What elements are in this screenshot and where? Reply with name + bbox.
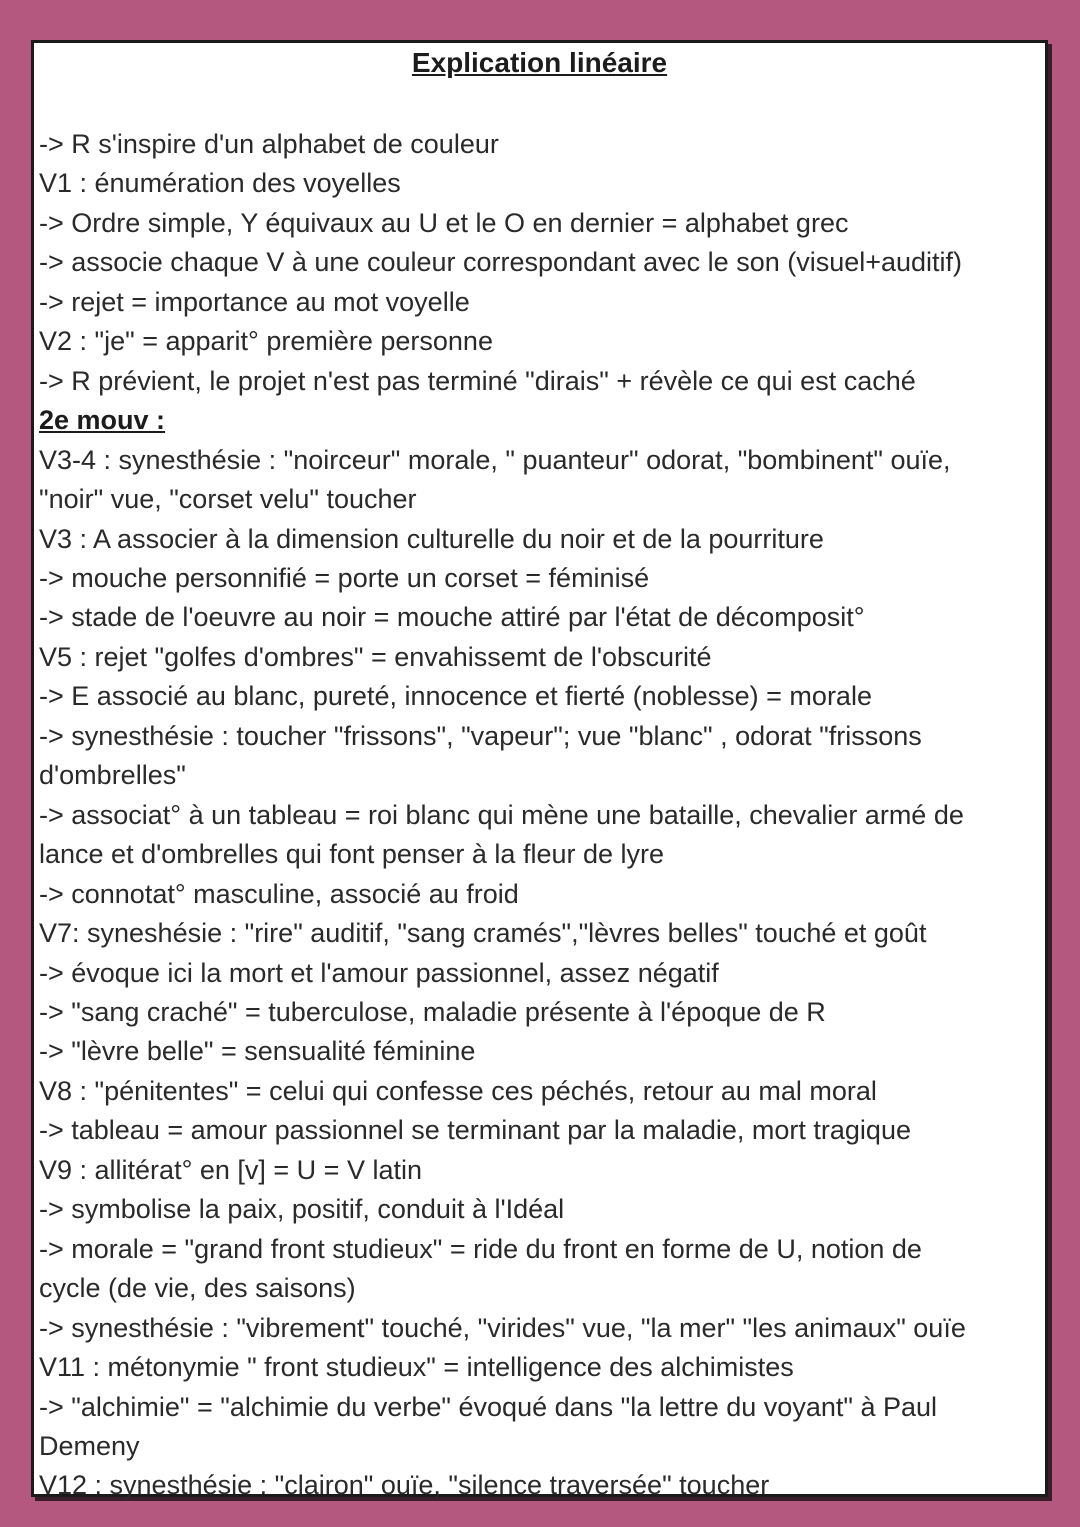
note-line: -> évoque ici la mort et l'amour passionnel, assez négatif: [39, 957, 719, 988]
note-sheet: [31, 40, 1048, 1501]
note-line: -> associe chaque V à une couleur correspondant avec le son (visuel+auditif): [39, 247, 963, 278]
note-line: V7: syneshésie : "rire" auditif, "sang cramés","lèvres belles" touché et goût: [39, 918, 927, 949]
note-line: V3-4 : synesthésie : "noirceur" morale, " puanteur" odorat, "bombinent" ouïe,: [39, 444, 951, 475]
note-line: V2 : "je" = apparit° première personne: [39, 326, 493, 357]
note-line: -> connotat° masculine, associé au froid: [39, 878, 519, 909]
note-line: -> associat° à un tableau = roi blanc qui mène une bataille, chevalier armé de: [39, 799, 964, 830]
note-line: -> tableau = amour passionnel se terminant par la maladie, mort tragique: [39, 1115, 911, 1146]
note-line: -> synesthésie : toucher "frissons", "vapeur"; vue "blanc" , odorat "frissons: [39, 720, 922, 751]
note-line: -> symbolise la paix, positif, conduit à l'Idéal: [39, 1194, 565, 1225]
note-line: V1 : énumération des voyelles: [39, 168, 401, 199]
page-title: Explication linéaire: [411, 47, 668, 78]
note-line: -> "alchimie" = "alchimie du verbe" évoqué dans "la lettre du voyant" à Paul: [39, 1391, 938, 1422]
note-line: -> mouche personnifié = porte un corset = féminisé: [39, 562, 650, 593]
note-line: V9 : allitérat° en [v] = U = V latin: [39, 1154, 422, 1185]
note-line: "noir" vue, "corset velu" toucher: [39, 484, 417, 515]
note-line: d'ombrelles": [39, 760, 186, 791]
note-line: lance et d'ombrelles qui font penser à la fleur de lyre: [39, 839, 665, 870]
note-line: cycle (de vie, des saisons): [39, 1273, 356, 1304]
section-heading: 2e mouv :: [39, 405, 166, 436]
note-line: V8 : "pénitentes" = celui qui confesse ces péchés, retour au mal moral: [39, 1075, 877, 1106]
notes-body: [39, 125, 1039, 1506]
note-line: -> Ordre simple, Y équivaux au U et le O en dernier = alphabet grec: [39, 207, 849, 238]
note-line: Demeny: [39, 1430, 140, 1461]
note-line: -> R s'inspire d'un alphabet de couleur: [39, 129, 499, 159]
note-line: -> synesthésie : "vibrement" touché, "virides" vue, "la mer" "les animaux" ouïe: [39, 1312, 966, 1343]
note-line: -> R prévient, le projet n'est pas terminé "dirais" + révèle ce qui est caché: [39, 365, 916, 396]
note-line: V12 : synesthésie : "clairon" ouïe, "silence traversée" toucher: [39, 1470, 770, 1501]
note-line: -> "lèvre belle" = sensualité féminine: [39, 1036, 476, 1067]
note-line: -> E associé au blanc, pureté, innocence et fierté (noblesse) = morale: [39, 681, 872, 712]
note-line: V5 : rejet "golfes d'ombres" = envahissemt de l'obscurité: [39, 641, 712, 672]
note-line: -> stade de l'oeuvre au noir = mouche attiré par l'état de décomposit°: [39, 602, 865, 633]
note-line: -> "sang craché" = tuberculose, maladie présente à l'époque de R: [39, 996, 826, 1027]
note-line: -> rejet = importance au mot voyelle: [39, 286, 470, 317]
note-line: V11 : métonymie " front studieux" = intelligence des alchimistes: [39, 1352, 794, 1383]
note-line: V3 : A associer à la dimension culturelle du noir et de la pourriture: [39, 523, 824, 554]
note-line: -> morale = "grand front studieux" = ride du front en forme de U, notion de: [39, 1233, 922, 1264]
